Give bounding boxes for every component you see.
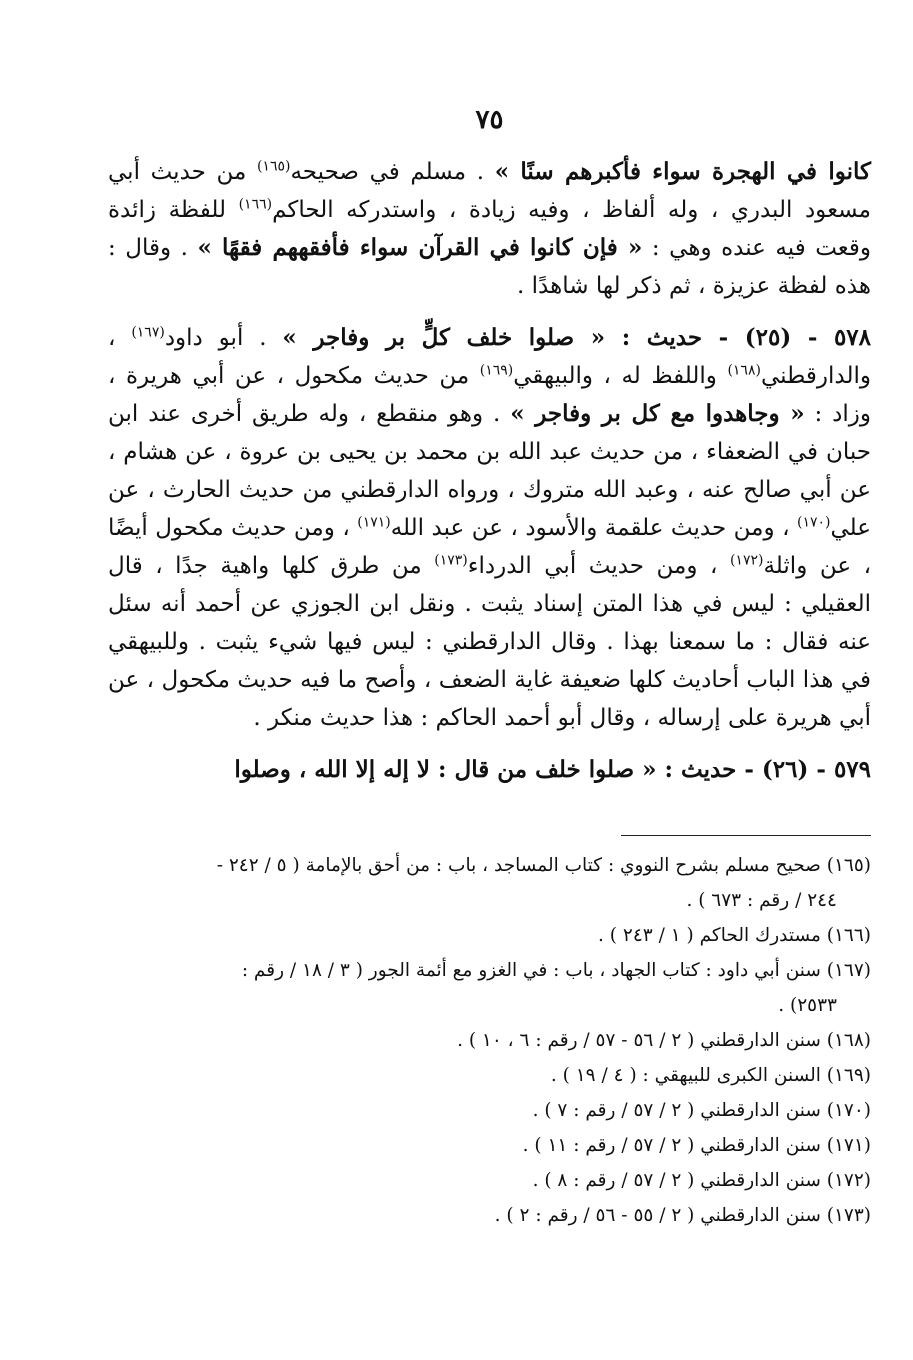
- footnote-ref[interactable]: (١٧٢): [729, 552, 764, 569]
- paragraph-text: . مسلم في صحيحه: [290, 159, 495, 185]
- footnote-ref[interactable]: (١٦٩): [479, 362, 514, 379]
- hadith-entry-579: [108, 751, 871, 789]
- footnote-ref[interactable]: (١٧٣): [434, 552, 468, 569]
- footnote-167-continued: ٢٥٣٣) .: [778, 995, 837, 1016]
- paragraph-text: ، ومن حديث علقمة والأسود ، عن عبد الله: [390, 515, 797, 541]
- footnote-169: (١٦٩) السنن الكبرى للبيهقي : ( ٤ / ١٩ ) .: [550, 1065, 871, 1086]
- paragraph-text: من حديث مكحول ، عن أبي هريرة ، وزاد :: [108, 363, 871, 427]
- footnote-ref[interactable]: (١٧٠): [796, 514, 831, 531]
- hadith-quote-bold: كانوا في الهجرة سواء فأكبرهم سنًا »: [494, 158, 871, 185]
- paragraph-text: ، والدارقطني: [108, 325, 871, 389]
- footnote-divider: [621, 835, 871, 836]
- paragraph-text: ، ومن حديث مكحول أيضًا ، عن واثلة: [108, 515, 871, 579]
- hadith-entry-578: [108, 319, 871, 737]
- footnote-ref[interactable]: (١٦٨): [727, 362, 761, 379]
- footnotes-section: [108, 848, 871, 1233]
- footnote-166: (١٦٦) مستدرك الحاكم ( ١ / ٢٤٣ ) .: [598, 925, 871, 946]
- footnote-ref[interactable]: (١٦٧): [131, 324, 165, 341]
- footnote-167: (١٦٧) سنن أبي داود : كتاب الجهاد ، باب : في الغزو مع أئمة الجور ( ٣ / ١٨ / رقم :: [241, 960, 871, 981]
- paragraph-text: . وقال : هذه لفظة عزيزة ، ثم ذكر لها شاهدًا .: [108, 235, 871, 299]
- footnote-171: (١٧١) سنن الدارقطني ( ٢ / ٥٧ / رقم : ١١ ) .: [522, 1135, 871, 1156]
- footnote-ref[interactable]: (١٦٥): [256, 158, 291, 175]
- hadith-quote-bold: « وجاهدوا مع كل بر وفاجر »: [510, 400, 805, 427]
- footnote-173: (١٧٣) سنن الدارقطني ( ٢ / ٥٥ - ٥٦ / رقم : ٢ ) .: [494, 1205, 871, 1226]
- paragraph-text: من طرق كلها واهية جدًا ، قال العقيلي : ليس في هذا المتن إسناد يثبت . ونقل ابن الجوزي عن أحمد أنه سئل عنه فقال : ما سمعنا بهذا . وقال الدارقطني : ليس فيها شيء يثبت . وللبيهقي في هذا الباب أحاديث كلها ضعيفة غاية الضعف ، وأصح ما فيه حديث مكحول ، عن أبي هريرة على إرساله ، وقال أبو أحمد الحاكم : هذا حديث منكر .: [108, 553, 871, 731]
- footnote-ref[interactable]: (١٦٦): [238, 196, 273, 213]
- paragraph-continuation: [108, 153, 871, 305]
- paragraph-text: للفظة زائدة وقعت فيه عنده وهي :: [108, 197, 871, 261]
- footnote-168: (١٦٨) سنن الدارقطني ( ٢ / ٥٦ - ٥٧ / رقم : ٦ ، ١٠ ) .: [457, 1030, 871, 1051]
- paragraph-text: واللفظ له ، والبيهقي: [513, 363, 728, 389]
- paragraph-text: من حديث أبي مسعود البدري ، وله ألفاظ ، وفيه زيادة ، واستدركه الحاكم: [108, 159, 871, 223]
- paragraph-text: . أبو داود: [164, 325, 283, 351]
- hadith-heading: ٥٧٩ - (٢٦) - حديث : « صلوا خلف من قال : لا إله إلا الله ، وصلوا: [234, 756, 871, 783]
- footnote-170: (١٧٠) سنن الدارقطني ( ٢ / ٥٧ / رقم : ٧ ) .: [532, 1100, 871, 1121]
- hadith-quote-bold: « فإن كانوا في القرآن سواء فأفقههم فقهًا »: [197, 234, 643, 261]
- paragraph-text: ، ومن حديث أبي الدرداء: [467, 553, 730, 579]
- footnote-165: (١٦٥) صحيح مسلم بشرح النووي : كتاب المساجد ، باب : من أحق بالإمامة ( ٥ / ٢٤٢ -: [216, 855, 871, 876]
- footnote-165-continued: ٢٤٤ / رقم : ٦٧٣ ) .: [686, 890, 837, 911]
- hadith-heading: ٥٧٨ - (٢٥) - حديث : « صلوا خلف كلٍّ بر وفاجر »: [282, 324, 871, 351]
- footnote-172: (١٧٢) سنن الدارقطني ( ٢ / ٥٧ / رقم : ٨ ) .: [532, 1170, 871, 1191]
- page-number: ٧٥: [475, 105, 504, 135]
- paragraph-text: . وهو منقطع ، وله طريق أخرى عند ابن حبان في الضعفاء ، من حديث عبد الله بن محمد بن يحيى بن عروة ، عن هشام ، عن أبي صالح عنه ، وعبد الله متروك ، ورواه الدارقطني من حديث الحارث ، عن علي: [108, 401, 871, 541]
- footnote-ref[interactable]: (١٧١): [357, 514, 391, 531]
